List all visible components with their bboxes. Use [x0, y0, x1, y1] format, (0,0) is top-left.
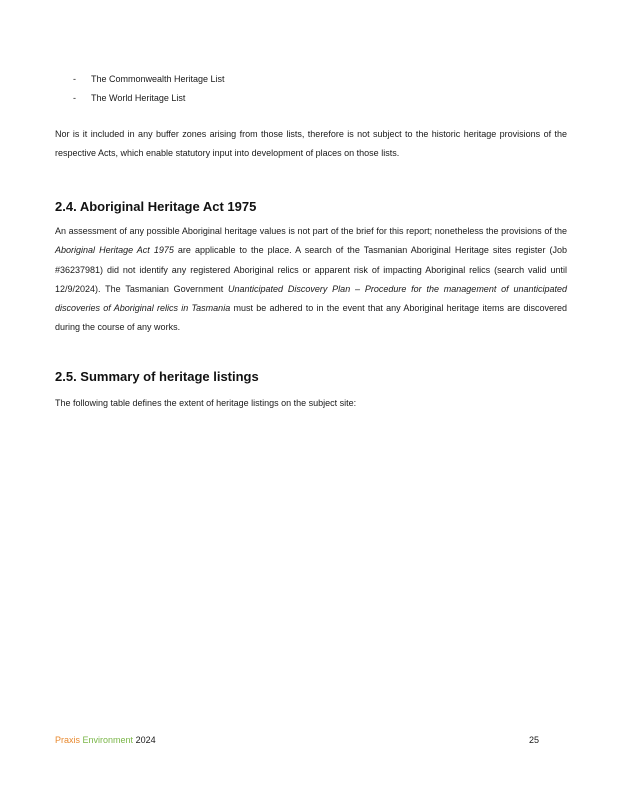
section-heading-summary-listings: 2.5. Summary of heritage listings: [55, 369, 259, 384]
footer-brand: [55, 735, 156, 745]
list-item: [73, 92, 225, 111]
footer-brand-environment: Environment: [82, 735, 134, 745]
footer-year: 2024: [135, 735, 156, 745]
aboriginal-heritage-paragraph: [55, 222, 567, 338]
paragraph-text: An assessment of any possible Aboriginal heritage values is not part of the brief for this report; nonetheless the provisions of the: [55, 226, 567, 236]
page-number: 25: [529, 735, 540, 745]
list-item-text: The World Heritage List: [91, 93, 186, 103]
bullet-marker: -: [73, 74, 76, 84]
section-heading-aboriginal-heritage-act: 2.4. Aboriginal Heritage Act 1975: [55, 199, 257, 214]
buffer-zone-paragraph: Nor is it included in any buffer zones arising from those lists, therefore is not subject to the historic heritage provisions of the respective Acts, which enable statutory input into development of places on those lists.: [55, 129, 567, 159]
bullet-marker: -: [73, 93, 76, 103]
list-item: [73, 73, 225, 92]
discovery-plan-italic: Unanticipated Discovery Plan – Procedure for the management of unanticipated discoveries of Aboriginal relics in Tasmania: [55, 283, 567, 314]
paragraph-text: must be adhered to in the event that any Aboriginal heritage items are discovered during the course of any works.: [55, 303, 567, 333]
summary-paragraph: The following table defines the extent of heritage listings on the subject site:: [55, 398, 357, 408]
list-item-text: The Commonwealth Heritage List: [91, 74, 225, 84]
heritage-list-bullets: [73, 73, 225, 111]
footer-brand-praxis: Praxis: [55, 735, 81, 745]
act-name-italic: Aboriginal Heritage Act 1975: [55, 245, 174, 256]
paragraph-text: are applicable to the place. A search of the Tasmanian Aboriginal Heritage sites register (Job #36237981) did not identify any registered Aboriginal relics or apparent risk of impacting Aboriginal relics (search valid until 12/9/2024). The Tasmanian Government: [55, 245, 567, 294]
